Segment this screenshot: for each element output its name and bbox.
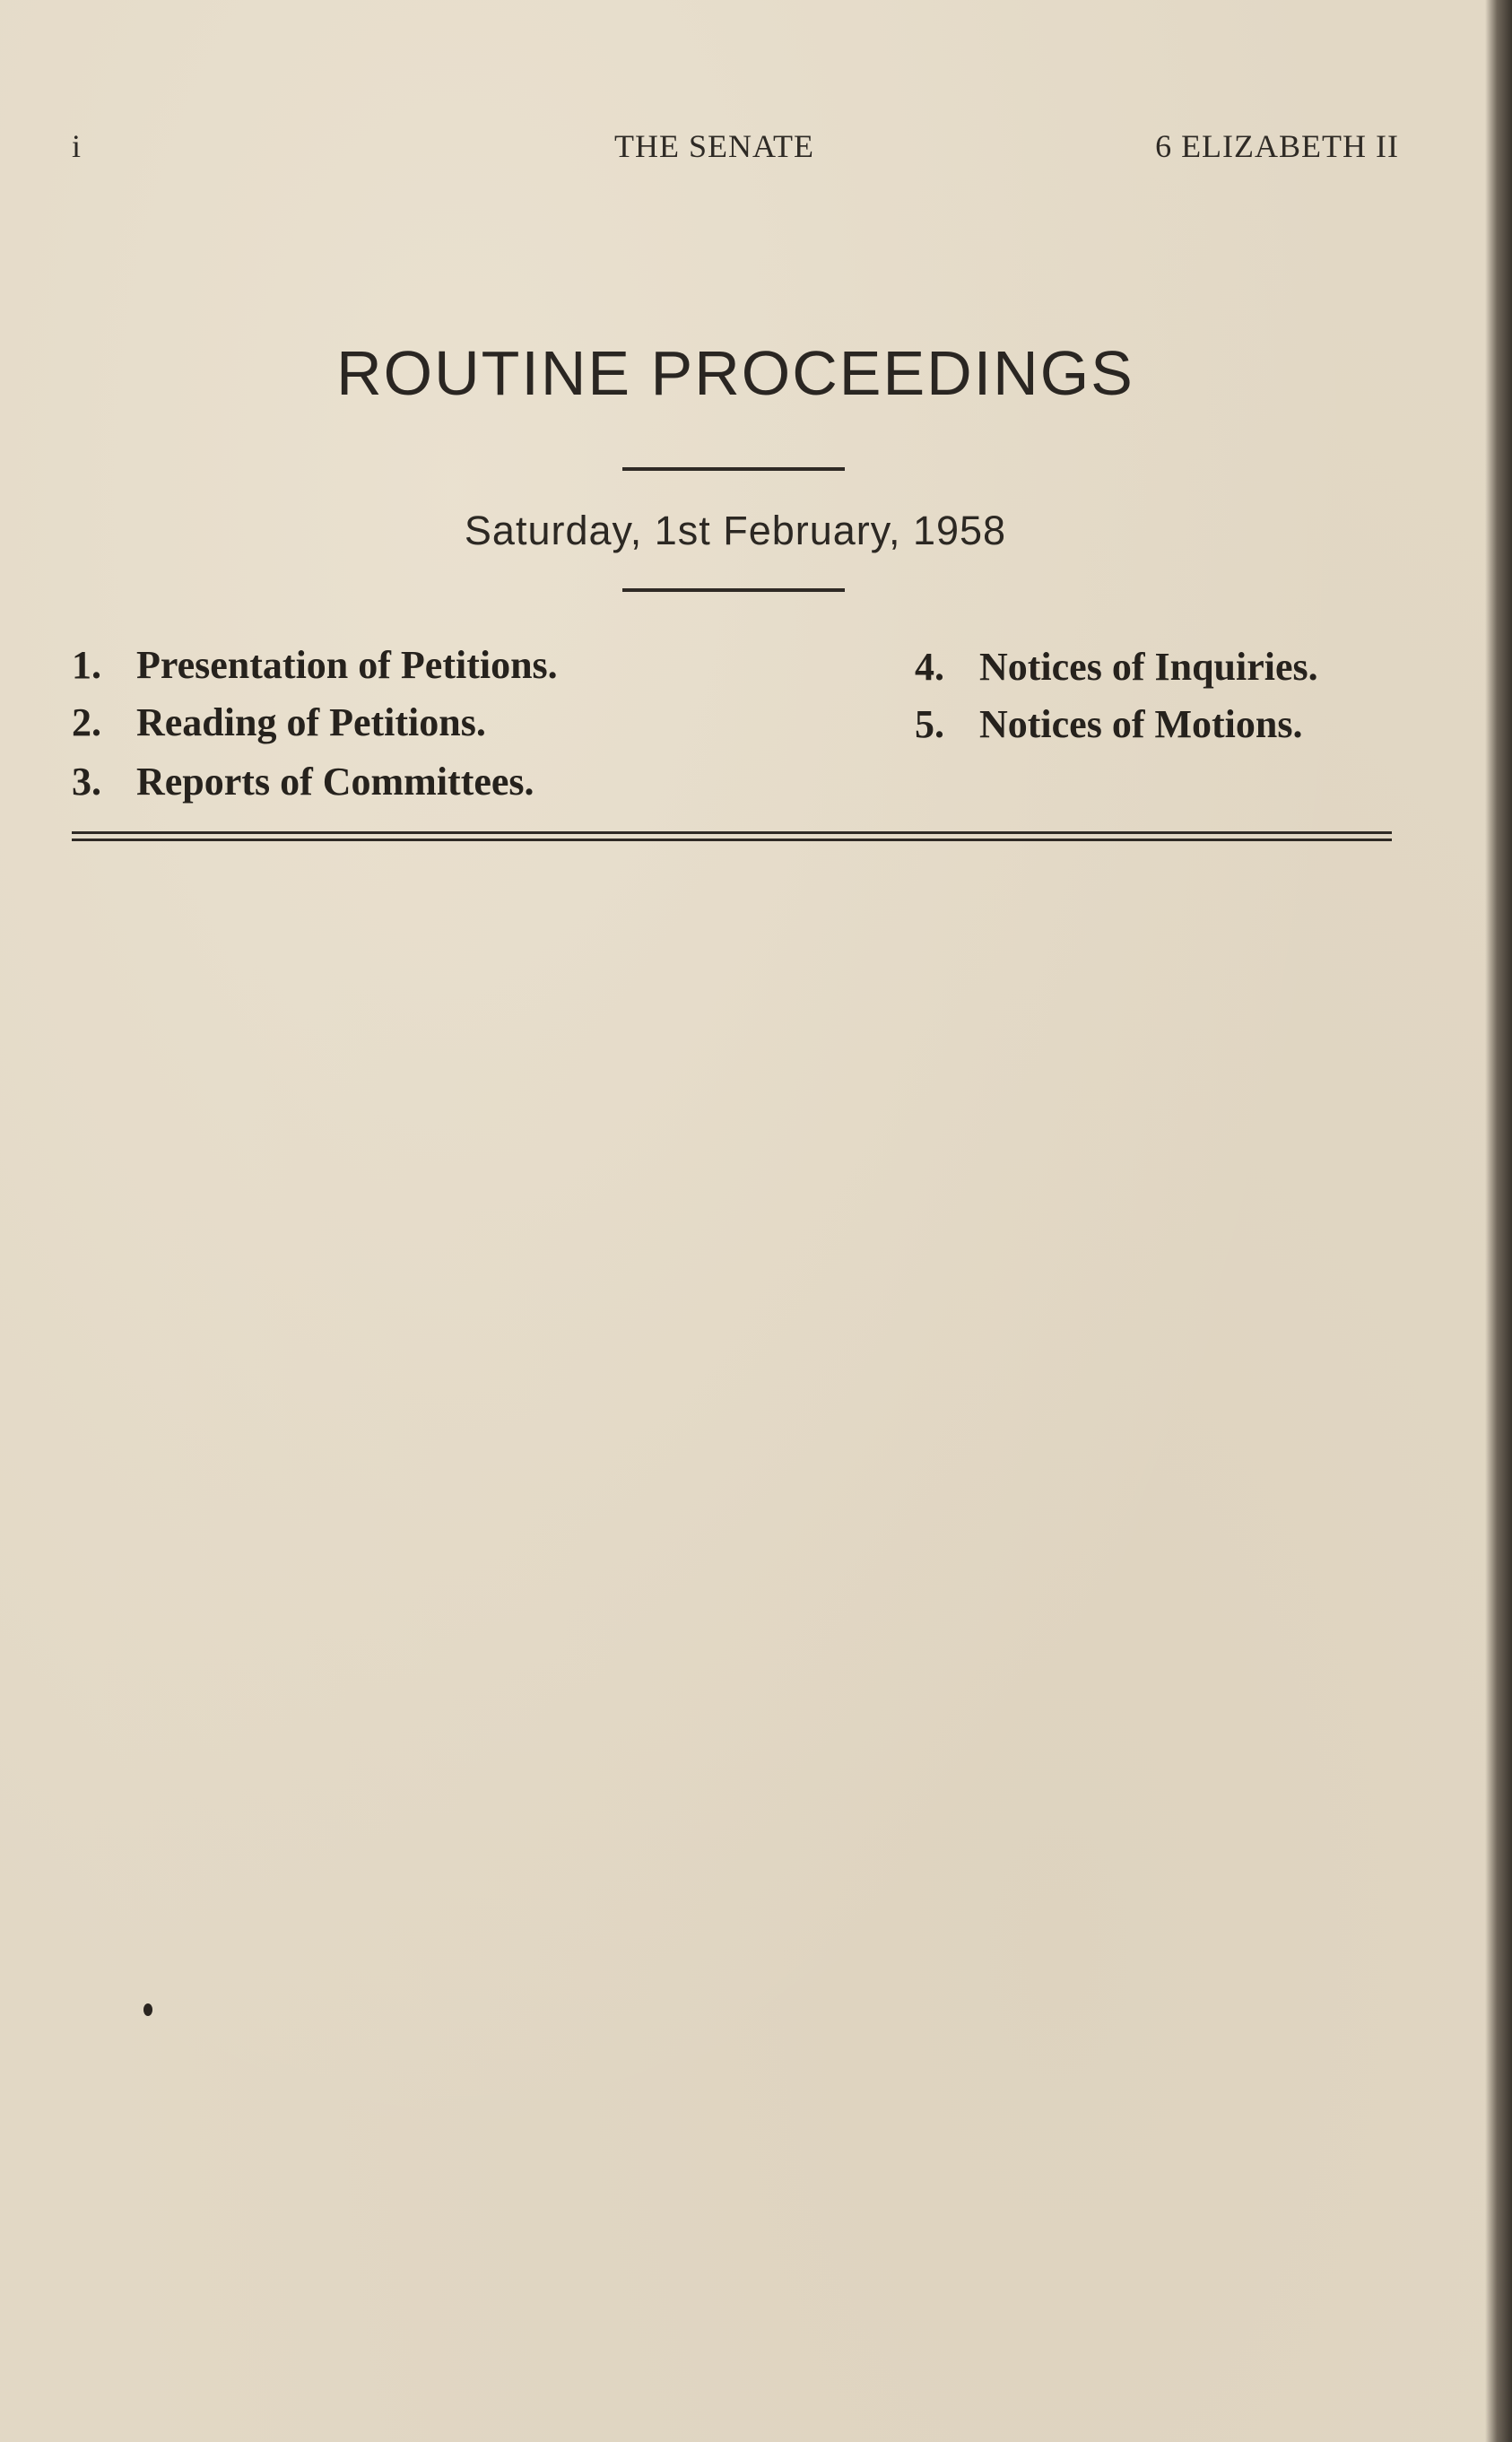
page-number: i: [72, 128, 83, 164]
agenda-item-number: 1.: [72, 643, 101, 687]
agenda-item-reading-of-petitions: [72, 700, 486, 745]
agenda-item-label: Presentation of Petitions.: [136, 643, 558, 687]
agenda-item-number: 2.: [72, 700, 101, 744]
agenda-item-number: 4.: [915, 645, 944, 689]
running-header: [72, 127, 1399, 172]
ink-speck: [143, 2003, 152, 2016]
agenda-item-label: Reading of Petitions.: [136, 700, 486, 744]
binding-edge: [1485, 0, 1512, 2442]
section-end-double-rule: [72, 831, 1392, 841]
title-rule-top: [622, 467, 845, 471]
agenda-item-label: Reports of Committees.: [136, 760, 534, 804]
title-rule-bottom: [622, 588, 845, 592]
agenda-item-number: 3.: [72, 760, 101, 804]
agenda-item-notices-of-motions: [915, 701, 1303, 747]
agenda-item-label: Notices of Inquiries.: [979, 645, 1318, 689]
sitting-date: Saturday, 1st February, 1958: [464, 508, 1007, 553]
agenda-item-label: Notices of Motions.: [979, 702, 1303, 746]
page-title: ROUTINE PROCEEDINGS: [336, 338, 1134, 408]
agenda-item-notices-of-inquiries: [915, 644, 1318, 690]
agenda-item-number: 5.: [915, 702, 944, 746]
regnal-year: 6 ELIZABETH II: [1155, 128, 1399, 164]
agenda-item-presentation-of-petitions: [72, 642, 558, 688]
agenda-item-reports-of-committees: [72, 759, 534, 804]
header-title: THE SENATE: [614, 128, 814, 164]
